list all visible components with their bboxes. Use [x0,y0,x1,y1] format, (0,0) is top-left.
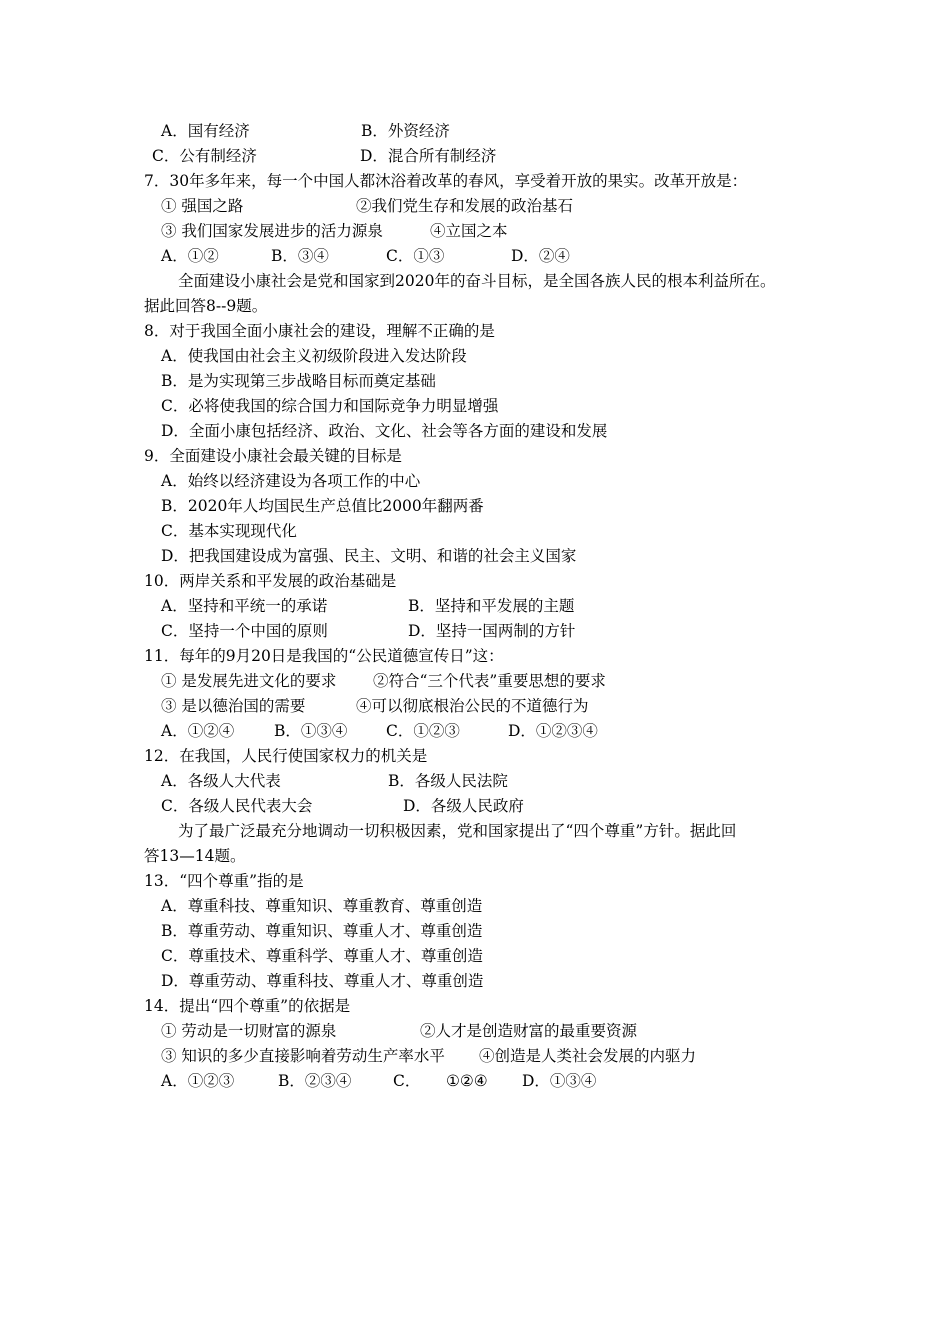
q13-option-a: A．尊重科技、尊重知识、尊重教育、尊重创造 [161,897,483,915]
q14-statement-2: ②人才是创造财富的最重要资源 [420,1022,638,1040]
q11-option-a: A．①②④ [161,722,235,740]
q7-stem: 7．30年多年来，每一个中国人都沐浴着改革的春风，享受着开放的果实。改革开放是： [144,172,748,190]
q14-statement-3: ③ 知识的多少直接影响着劳动生产率水平 [161,1047,445,1065]
q11-statement-3: ③ 是以德治国的需要 [161,697,306,715]
q13-option-b: B．尊重劳动、尊重知识、尊重人才、尊重创造 [161,922,483,940]
q8-option-c: C．必将使我国的综合国力和国际竞争力明显增强 [161,397,499,415]
q9-stem: 9．全面建设小康社会最关键的目标是 [144,447,402,465]
q10-option-b: B．坚持和平发展的主题 [408,597,575,615]
intro-13-14-line-1: 为了最广泛最充分地调动一切积极因素，党和国家提出了“四个尊重”方针。据此回 [178,822,737,840]
q13-option-c: C．尊重技术、尊重科学、尊重人才、尊重创造 [161,947,483,965]
q11-option-b: B．①③④ [274,722,348,740]
q6-option-d: D．混合所有制经济 [360,147,497,165]
q13-stem: 13．“四个尊重”指的是 [144,872,304,890]
q7-statement-3: ③ 我们国家发展进步的活力源泉 [161,222,383,240]
q10-option-d: D．坚持一国两制的方针 [408,622,576,640]
q7-option-c: C．①③ [386,247,445,265]
q11-stem: 11．每年的9月20日是我国的“公民道德宣传日”这： [144,647,504,665]
q14-option-c: C． [393,1072,421,1090]
q9-option-a: A．始终以经济建设为各项工作的中心 [161,472,421,490]
q12-option-b: B．各级人民法院 [388,772,508,790]
q11-option-d: D．①②③④ [508,722,598,740]
q12-option-d: D．各级人民政府 [403,797,524,815]
q6-option-c: C．公有制经济 [152,147,257,165]
intro-8-9-line-1: 全面建设小康社会是党和国家到2020年的奋斗目标，是全国各族人民的根本利益所在。 [178,272,776,290]
q10-stem: 10．两岸关系和平发展的政治基础是 [144,572,397,590]
intro-8-9-line-2: 据此回答8--9题。 [144,297,268,315]
q7-statement-1: ① 强国之路 [161,197,244,215]
q7-option-a: A．①② [161,247,219,265]
q9-option-c: C．基本实现现代化 [161,522,297,540]
q7-statement-2: ②我们党生存和发展的政治基石 [356,197,574,215]
q8-option-b: B．是为实现第三步战略目标而奠定基础 [161,372,436,390]
q10-option-a: A．坚持和平统一的承诺 [161,597,328,615]
q14-option-b: B．②③④ [278,1072,352,1090]
intro-13-14-line-2: 答13—14题。 [144,847,246,865]
q14-stem: 14．提出“四个尊重”的依据是 [144,997,351,1015]
q12-stem: 12．在我国，人民行使国家权力的机关是 [144,747,428,765]
q11-statement-1: ① 是发展先进文化的要求 [161,672,337,690]
q14-option-c-value: ①②④ [446,1072,488,1090]
q7-option-d: D．②④ [511,247,570,265]
q9-option-d: D．把我国建设成为富强、民主、文明、和谐的社会主义国家 [161,547,577,565]
q14-option-d: D．①③④ [522,1072,597,1090]
q11-statement-4: ④可以彻底根治公民的不道德行为 [356,697,589,715]
q14-option-a: A．①②③ [161,1072,235,1090]
q11-option-c: C．①②③ [386,722,460,740]
q10-option-c: C．坚持一个中国的原则 [161,622,328,640]
q6-option-a: A．国有经济 [161,122,250,140]
q11-statement-2: ②符合“三个代表”重要思想的要求 [373,672,606,690]
q12-option-c: C．各级人民代表大会 [161,797,313,815]
q7-option-b: B．③④ [271,247,329,265]
q14-statement-4: ④创造是人类社会发展的内驱力 [479,1047,697,1065]
q14-statement-1: ① 劳动是一切财富的源泉 [161,1022,337,1040]
q8-option-a: A．使我国由社会主义初级阶段进入发达阶段 [161,347,467,365]
q7-statement-4: ④立国之本 [430,222,508,240]
q8-stem: 8．对于我国全面小康社会的建设，理解不正确的是 [144,322,495,340]
q6-option-b: B．外资经济 [361,122,450,140]
q9-option-b: B．2020年人均国民生产总值比2000年翻两番 [161,497,484,515]
q8-option-d: D．全面小康包括经济、政治、文化、社会等各方面的建设和发展 [161,422,608,440]
q12-option-a: A．各级人大代表 [161,772,281,790]
q13-option-d: D．尊重劳动、尊重科技、尊重人才、尊重创造 [161,972,484,990]
